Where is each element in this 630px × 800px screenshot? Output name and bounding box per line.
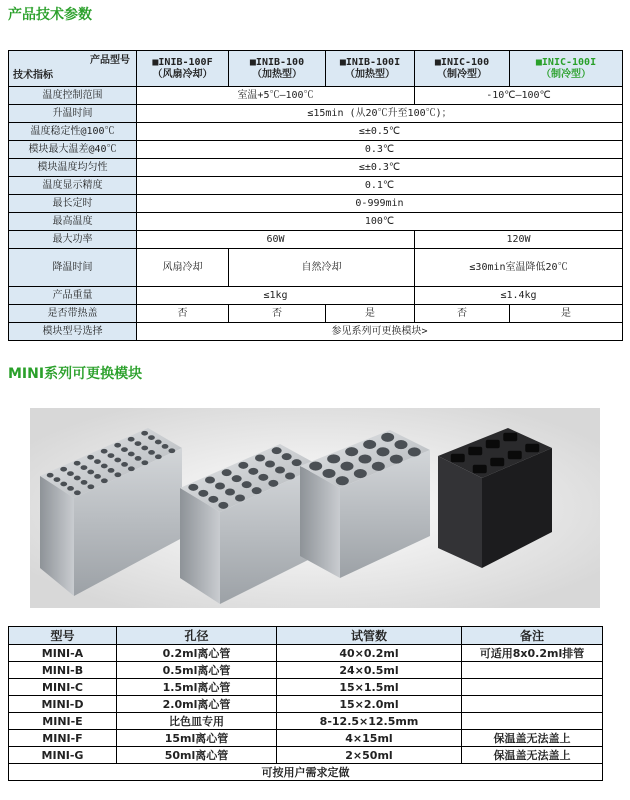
block-hole [60,467,67,472]
block-hole [503,433,517,441]
block-hole [101,449,108,454]
spec-value: 是 [326,305,415,323]
spec-row [9,105,623,123]
model-name: ■INIB-100F [152,56,213,68]
spec-value: 60W [137,231,415,249]
spec-row [9,87,623,105]
table-footer-row [9,764,603,781]
block-hole [67,471,74,476]
spec-value: 风扇冷却 [137,249,229,287]
cell-model: MINI-E [9,713,117,730]
block-hole [87,455,94,460]
spec-header-row [9,51,623,87]
block-hole [188,484,198,491]
block-hole [128,437,135,442]
block-hole [359,454,372,463]
cell-note: 保温盖无法盖上 [462,747,603,764]
model-type: （制冷型） [437,68,487,80]
block-hole [292,459,302,466]
spec-row [9,249,623,287]
table-row [9,662,603,679]
block-hole [323,469,336,478]
model-header [137,51,229,87]
spec-value: ≤1.4kg [415,287,623,305]
block-hole [148,435,155,440]
block-hole [74,476,81,481]
model-name: ■INIC-100 [434,56,490,68]
spec-row [9,123,623,141]
cell-model: MINI-A [9,645,117,662]
block-hole [235,495,245,502]
spec-row [9,159,623,177]
spec-label: 是否带热盖 [9,305,137,323]
spec-value: 室温+5℃—100℃ [137,87,415,105]
spec-value: ≤30min室温降低20℃ [415,249,623,287]
modules-table [8,626,603,781]
spec-row [9,287,623,305]
spec-label: 模块最大温差@40℃ [9,141,137,159]
cell-hole: 2.0ml离心管 [117,696,277,713]
block-hole [451,454,465,462]
block-hole [135,441,142,446]
block-hole [121,447,128,452]
block-hole [208,496,218,503]
block-hole [205,477,215,484]
mini-section-title: MINI系列可更换模块 [8,366,143,382]
spec-row [9,213,623,231]
block-hole [525,444,539,452]
block-hole [218,502,228,509]
cell-hole: 50ml离心管 [117,747,277,764]
cell-model: MINI-C [9,679,117,696]
block-hole [141,431,148,436]
block-hole [162,444,169,449]
spec-value: ≤1kg [137,287,415,305]
spec-label: 温度稳定性@100℃ [9,123,137,141]
spec-label: 最高温度 [9,213,137,231]
block-hole [490,458,504,466]
block-hole [74,461,81,466]
block-hole [215,483,225,490]
block-hole [468,447,482,455]
block-hole [309,462,322,471]
spec-label: 升温时间 [9,105,137,123]
cell-hole: 15ml离心管 [117,730,277,747]
block-hole [486,440,500,448]
block-hole [508,451,522,459]
block-hole [155,440,162,445]
cell-tubes: 24×0.5ml [277,662,462,679]
block-hole [108,468,115,473]
cell-model: MINI-F [9,730,117,747]
cell-note [462,662,603,679]
table-row [9,679,603,696]
block-hole [390,455,403,464]
spec-row [9,305,623,323]
block-hole [81,465,88,470]
block-hole [255,455,265,462]
spec-row [9,231,623,249]
model-type: （风扇冷却） [152,68,213,80]
block-hole [128,466,135,471]
table-row [9,730,603,747]
block-hole [268,480,278,487]
model-type: （加热型） [345,68,395,80]
cell-model: MINI-G [9,747,117,764]
block-hole [473,465,487,473]
table-row [9,747,603,764]
cell-tubes: 8-12.5×12.5mm [277,713,462,730]
block-hole [232,475,242,482]
cell-tubes: 2×50ml [277,747,462,764]
block-hole [327,454,340,463]
block-hole [272,447,282,454]
block-hole [372,462,385,471]
model-name: ■INIC-100I [535,56,597,68]
spec-label: 最长定时 [9,195,137,213]
cell-note [462,713,603,730]
table-row [9,713,603,730]
block-hole [381,433,394,442]
module-link[interactable]: 参见系列可更换模块> [137,323,623,341]
spec-value: 否 [137,305,229,323]
spec-value: 0.3℃ [137,141,623,159]
spec-label: 最大功率 [9,231,137,249]
col-header-hole: 孔径 [117,627,277,645]
spec-value: -10℃—100℃ [415,87,623,105]
block-hole [60,482,67,487]
block-hole [285,473,295,480]
spec-label: 温度显示精度 [9,177,137,195]
block-hole [114,458,121,463]
block-hole [258,474,268,481]
spec-label: 降温时间 [9,249,137,287]
block-hole [222,469,232,476]
block-hole [94,459,101,464]
model-type: （制冷型） [541,68,591,80]
col-header-tubes: 试管数 [277,627,462,645]
cell-tubes: 4×15ml [277,730,462,747]
cell-note: 保温盖无法盖上 [462,730,603,747]
spec-value: 120W [415,231,623,249]
block-hole [114,472,121,477]
block-hole [377,447,390,456]
block-hole [101,464,108,469]
module-blocks-photo [30,408,600,608]
table-row [9,696,603,713]
block-hole [141,446,148,451]
spec-label: 产品重量 [9,287,137,305]
cell-note [462,679,603,696]
spec-label: 温度控制范围 [9,87,137,105]
cell-hole: 1.5ml离心管 [117,679,277,696]
block-hole [87,484,94,489]
block-hole [101,478,108,483]
spec-row [9,177,623,195]
block-hole [198,490,208,497]
spec-label: 模块型号选择 [9,323,137,341]
block-hole [238,462,248,469]
spec-value: 否 [415,305,510,323]
block-hole [81,480,88,485]
spec-label: 模块温度均匀性 [9,159,137,177]
block-hole [341,462,354,471]
block-hole [94,474,101,479]
block-hole [225,489,235,496]
spec-value: 0-999min [137,195,623,213]
cell-tubes: 15×1.5ml [277,679,462,696]
block-hole [395,440,408,449]
block-hole [54,477,61,482]
custom-order-note: 可按用户需求定做 [9,764,603,781]
spec-value: 否 [229,305,326,323]
block-hole [275,467,285,474]
spec-value: ≤±0.5℃ [137,123,623,141]
cell-hole: 比色皿专用 [117,713,277,730]
cell-tubes: 15×2.0ml [277,696,462,713]
spec-value: 自然冷却 [229,249,415,287]
block-hole [354,469,367,478]
block-hole [74,490,81,495]
block-hole [168,448,175,453]
block-hole [148,450,155,455]
block-hole [242,481,252,488]
spec-row [9,323,623,341]
block-hole [408,447,421,456]
model-header [326,51,415,87]
block-hole [282,453,292,460]
cell-tubes: 40×0.2ml [277,645,462,662]
block-hole [47,473,54,478]
col-header-note: 备注 [462,627,603,645]
cell-model: MINI-D [9,696,117,713]
model-header [510,51,623,87]
block-hole [155,454,162,459]
spec-row [9,195,623,213]
cell-hole: 0.2ml离心管 [117,645,277,662]
block-hole [252,487,262,494]
model-header [229,51,326,87]
cell-hole: 0.5ml离心管 [117,662,277,679]
model-name: ■INIB-100I [339,56,401,68]
block-hole [108,453,115,458]
block-hole [248,468,258,475]
modules-header-row [9,627,603,645]
corner-top-label: 产品型号 [90,55,130,66]
block-hole [67,486,74,491]
block-hole [141,460,148,465]
spec-value: ≤15min (从20℃升至100℃)； [137,105,623,123]
block-hole [135,456,142,461]
model-name: ■INIB-100 [249,56,305,68]
block-hole [345,447,358,456]
spec-table [8,50,623,341]
corner-bottom-label: 技术指标 [13,70,53,81]
model-type: （加热型） [252,68,302,80]
col-header-model: 型号 [9,627,117,645]
block-hole [128,452,135,457]
spec-value: 0.1℃ [137,177,623,195]
spec-value: ≤±0.3℃ [137,159,623,177]
block-hole [336,476,349,485]
block-hole [114,443,121,448]
model-header [415,51,510,87]
cell-note [462,696,603,713]
spec-value: 100℃ [137,213,623,231]
block-hole [87,470,94,475]
spec-value: 是 [510,305,623,323]
block-hole [121,462,128,467]
cell-model: MINI-B [9,662,117,679]
cell-note: 可适用8x0.2ml排管 [462,645,603,662]
table-row [9,645,603,662]
block-hole [363,440,376,449]
spec-row [9,141,623,159]
spec-section-title: 产品技术参数 [8,7,92,23]
spec-corner-cell [9,51,137,87]
block-hole [265,461,275,468]
